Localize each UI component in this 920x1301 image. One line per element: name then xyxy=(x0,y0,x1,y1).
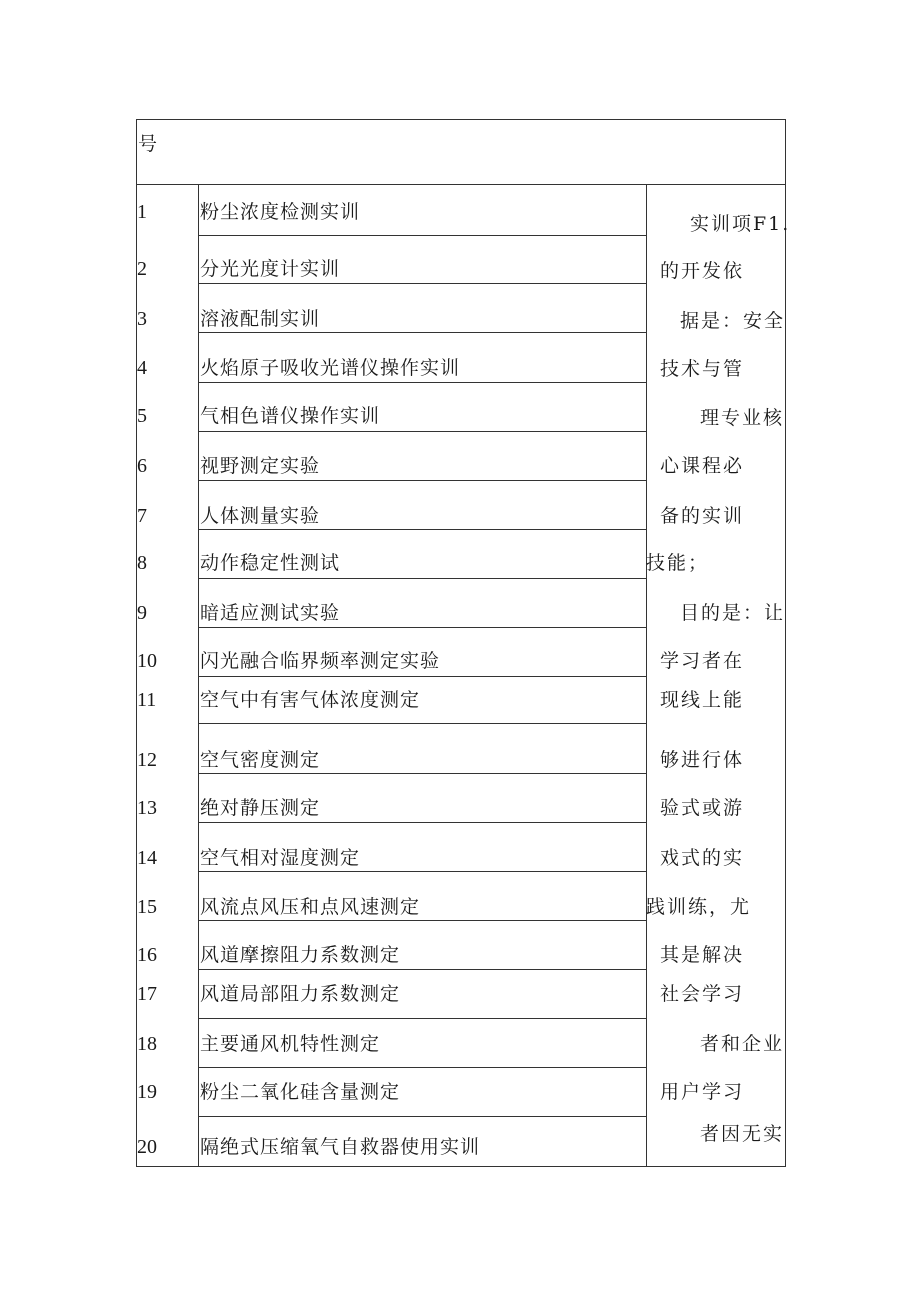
row-number: 18 xyxy=(137,1033,157,1055)
row-experiment-name: 风流点风压和点风速测定 xyxy=(200,896,421,918)
row-number: 19 xyxy=(137,1081,157,1103)
row-number: 9 xyxy=(137,602,147,624)
note-line: 的开发依 xyxy=(660,260,745,282)
row-divider xyxy=(198,382,646,383)
note-line: 戏式的实 xyxy=(660,847,745,869)
note-line: 够进行体 xyxy=(660,749,745,771)
row-divider xyxy=(198,627,646,628)
row-experiment-name: 空气相对湿度测定 xyxy=(200,847,361,869)
row-experiment-name: 风道摩擦阻力系数测定 xyxy=(200,944,401,966)
row-number: 20 xyxy=(137,1136,157,1158)
note-line: 者因无实 xyxy=(700,1123,785,1145)
row-divider xyxy=(198,431,646,432)
row-divider xyxy=(198,822,646,823)
row-experiment-name: 暗适应测试实验 xyxy=(200,602,341,624)
row-experiment-name: 闪光融合临界频率测定实验 xyxy=(200,650,441,672)
row-number: 10 xyxy=(137,650,157,672)
row-experiment-name: 隔绝式压缩氧气自救器使用实训 xyxy=(200,1136,481,1158)
row-divider xyxy=(198,920,646,921)
note-line: 实训项F1. xyxy=(690,213,791,235)
row-experiment-name: 视野测定实验 xyxy=(200,455,321,477)
row-experiment-name: 空气中有害气体浓度测定 xyxy=(200,689,421,711)
row-divider xyxy=(198,332,646,333)
row-experiment-name: 粉尘二氧化硅含量测定 xyxy=(200,1081,401,1103)
row-number: 17 xyxy=(137,983,157,1005)
row-number: 16 xyxy=(137,944,157,966)
note-line: 学习者在 xyxy=(660,650,745,672)
note-line: 备的实训 xyxy=(660,505,745,527)
row-divider xyxy=(198,529,646,530)
row-number: 1 xyxy=(137,201,147,223)
row-number: 12 xyxy=(137,749,157,771)
row-divider xyxy=(198,283,646,284)
row-number: 14 xyxy=(137,847,157,869)
note-line: 目的是：让 xyxy=(680,602,786,624)
row-number: 5 xyxy=(137,405,147,427)
note-line: 现线上能 xyxy=(660,689,745,711)
row-number: 3 xyxy=(137,308,147,330)
row-divider xyxy=(198,480,646,481)
row-number: 15 xyxy=(137,896,157,918)
note-line: 其是解决 xyxy=(660,944,745,966)
row-experiment-name: 火焰原子吸收光谱仪操作实训 xyxy=(200,357,461,379)
row-divider xyxy=(198,1116,646,1117)
row-experiment-name: 分光光度计实训 xyxy=(200,258,341,280)
row-number: 7 xyxy=(137,505,147,527)
note-line: 技术与管 xyxy=(660,358,745,380)
row-experiment-name: 绝对静压测定 xyxy=(200,797,321,819)
column-divider-note xyxy=(646,185,647,1167)
row-experiment-name: 主要通风机特性测定 xyxy=(200,1033,381,1055)
note-line: 心课程必 xyxy=(660,455,745,477)
row-experiment-name: 溶液配制实训 xyxy=(200,308,321,330)
note-line: 者和企业 xyxy=(700,1033,785,1055)
row-number: 13 xyxy=(137,797,157,819)
note-line: 验式或游 xyxy=(660,797,745,819)
row-number: 11 xyxy=(137,689,157,711)
row-divider xyxy=(198,235,646,236)
note-line: 技能； xyxy=(646,552,710,574)
row-number: 6 xyxy=(137,455,147,477)
row-divider xyxy=(198,969,646,970)
row-divider xyxy=(198,1067,646,1068)
row-divider xyxy=(198,773,646,774)
row-experiment-name: 动作稳定性测试 xyxy=(200,552,341,574)
row-divider xyxy=(198,1018,646,1019)
row-number: 2 xyxy=(137,258,147,280)
row-experiment-name: 人体测量实验 xyxy=(200,505,321,527)
row-experiment-name: 空气密度测定 xyxy=(200,749,321,771)
row-experiment-name: 风道局部阻力系数测定 xyxy=(200,983,401,1005)
row-divider xyxy=(198,871,646,872)
row-experiment-name: 气相色谱仪操作实训 xyxy=(200,405,381,427)
note-line: 理专业核 xyxy=(700,407,785,429)
row-experiment-name: 粉尘浓度检测实训 xyxy=(200,201,361,223)
note-line: 践训练，尤 xyxy=(646,896,752,918)
note-line: 据是：安全 xyxy=(680,310,786,332)
table-header-cell xyxy=(136,119,786,185)
row-number: 8 xyxy=(137,552,147,574)
row-divider xyxy=(198,578,646,579)
row-divider xyxy=(198,676,646,677)
row-number: 4 xyxy=(137,357,147,379)
note-line: 用户学习 xyxy=(660,1081,745,1103)
row-divider xyxy=(198,723,646,724)
note-line: 社会学习 xyxy=(660,983,745,1005)
header-label: 号 xyxy=(138,133,158,155)
